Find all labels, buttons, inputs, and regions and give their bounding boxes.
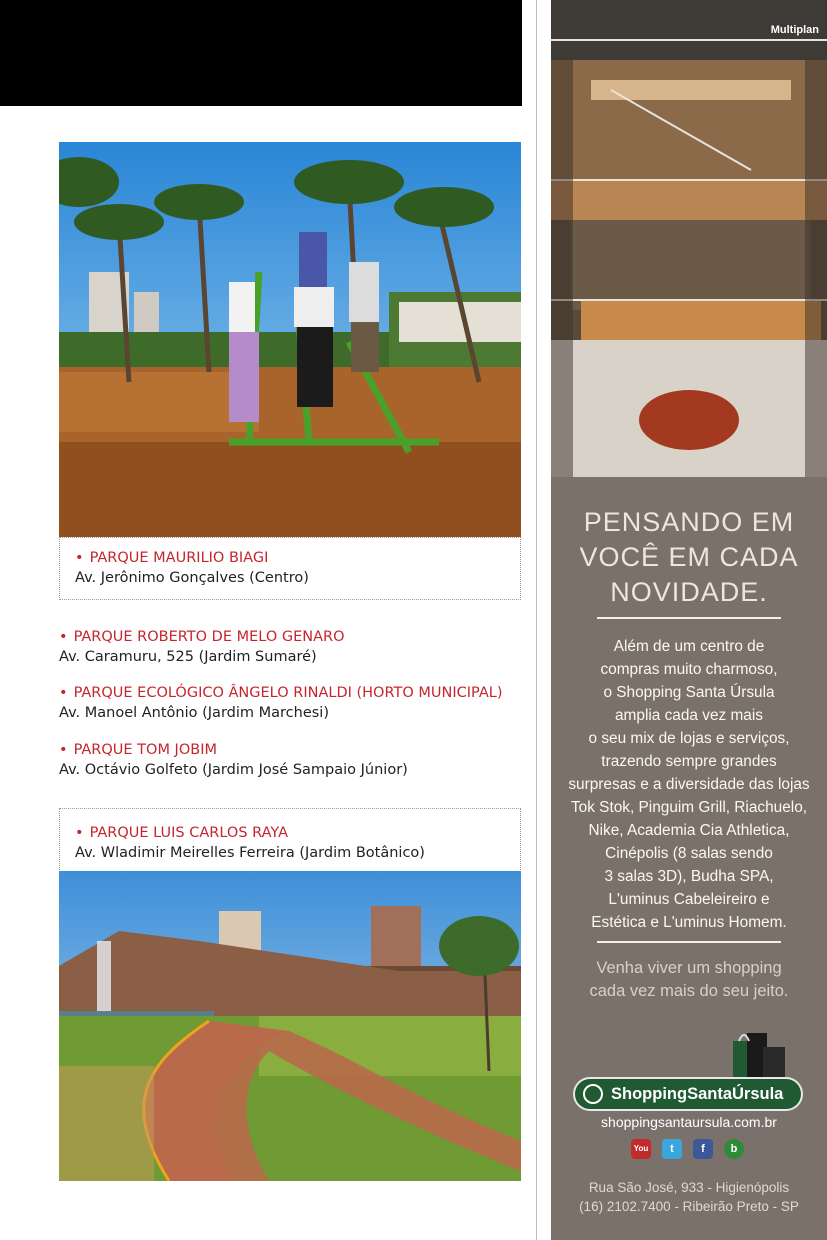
park-5-address: Av. Wladimir Meirelles Ferreira (Jardim Botânico)	[75, 845, 425, 861]
park-1-name	[75, 548, 309, 568]
ad-body-line: trazendo sempre grandes	[601, 753, 777, 770]
twitter-icon[interactable]: t	[662, 1139, 682, 1159]
bullet: •	[75, 550, 84, 566]
ad-headline	[551, 505, 827, 610]
ad-body-line: o seu mix de lojas e serviços,	[588, 730, 790, 747]
park-4-name	[59, 740, 408, 760]
ad-body-line: Nike, Academia Cia Athletica,	[588, 822, 790, 839]
facebook-icon[interactable]: f	[693, 1139, 713, 1159]
mall-interior-photo	[551, 0, 827, 477]
park-3-name	[59, 683, 503, 703]
ad-body-line: 3 salas 3D), Budha SPA,	[604, 868, 774, 885]
ad-body-line: L'uminus Cabeleireiro e	[608, 891, 770, 908]
ad-headline-line: PENSANDO EM	[583, 507, 795, 537]
park-4-name-text: PARQUE TOM JOBIM	[73, 742, 217, 758]
ad-body-line: o Shopping Santa Úrsula	[603, 684, 775, 701]
social-b-icon[interactable]: b	[724, 1139, 744, 1159]
park-4-address: Av. Octávio Golfeto (Jardim José Sampaio Júnior)	[59, 762, 408, 778]
ad-body-line: Tok Stok, Pinguim Grill, Riachuelo,	[570, 799, 808, 816]
park-gym-photo	[59, 142, 521, 537]
bullet: •	[59, 742, 68, 758]
ad-body-line: compras muito charmoso,	[600, 661, 778, 678]
park-2	[59, 627, 345, 667]
website-link[interactable]: shoppingsantaursula.com.br	[601, 1114, 777, 1130]
park-1	[75, 548, 309, 588]
ad-headline-line: VOCÊ EM CADA	[579, 542, 799, 572]
shopping-bags-icon	[729, 1025, 789, 1081]
youtube-icon[interactable]: You	[631, 1139, 651, 1159]
park-2-address: Av. Caramuru, 525 (Jardim Sumaré)	[59, 649, 317, 665]
ad-body-line: Além de um centro de	[613, 638, 765, 655]
logo-text: ShoppingSantaÚrsula	[611, 1085, 784, 1103]
multiplan-brand: Multiplan	[770, 24, 819, 36]
park-3	[59, 683, 503, 723]
park-3-address: Av. Manoel Antônio (Jardim Marchesi)	[59, 705, 329, 721]
park-3-name-text: PARQUE ECOLÓGICO ÂNGELO RINALDI (HORTO MUNICIPAL)	[73, 685, 503, 701]
store-phone-line: (16) 2102.7400 - Ribeirão Preto - SP	[579, 1199, 799, 1214]
park-1-name-text: PARQUE MAURILIO BIAGI	[89, 550, 269, 566]
ad-body-line: surpresas e a diversidade das lojas	[568, 776, 810, 793]
shopping-santa-ursula-logo[interactable]	[573, 1077, 803, 1111]
park-path-photo	[59, 871, 521, 1181]
bullet: •	[75, 825, 84, 841]
park-5-name-text: PARQUE LUIS CARLOS RAYA	[89, 825, 289, 841]
store-address-line: Rua São José, 933 - Higienópolis	[588, 1180, 790, 1195]
park-5-name	[75, 823, 425, 843]
bullet: •	[59, 629, 68, 645]
park-2-name-text: PARQUE ROBERTO DE MELO GENARO	[73, 629, 345, 645]
ad-body-line: Cinépolis (8 salas sendo	[605, 845, 773, 862]
ad-headline-line: NOVIDADE.	[610, 577, 768, 607]
logo-mark-icon	[583, 1084, 603, 1104]
ad-body	[561, 635, 817, 934]
park-1-address: Av. Jerônimo Gonçalves (Centro)	[75, 570, 309, 586]
ad-cta	[551, 957, 827, 1003]
bullet: •	[59, 685, 68, 701]
ad-body-line: amplia cada vez mais	[615, 707, 763, 724]
park-2-name	[59, 627, 345, 647]
ad-divider-top	[597, 617, 781, 619]
park-5	[75, 823, 425, 863]
ad-body-line: Estética e L'uminus Homem.	[591, 914, 787, 931]
shopping-ad-panel	[551, 477, 827, 1240]
ad-divider-bottom	[597, 941, 781, 943]
ad-cta-line: Venha viver um shopping	[596, 959, 782, 977]
column-divider	[536, 0, 537, 1240]
ad-cta-line: cada vez mais do seu jeito.	[589, 982, 789, 1000]
top-black-bar	[0, 0, 522, 106]
park-4	[59, 740, 408, 780]
